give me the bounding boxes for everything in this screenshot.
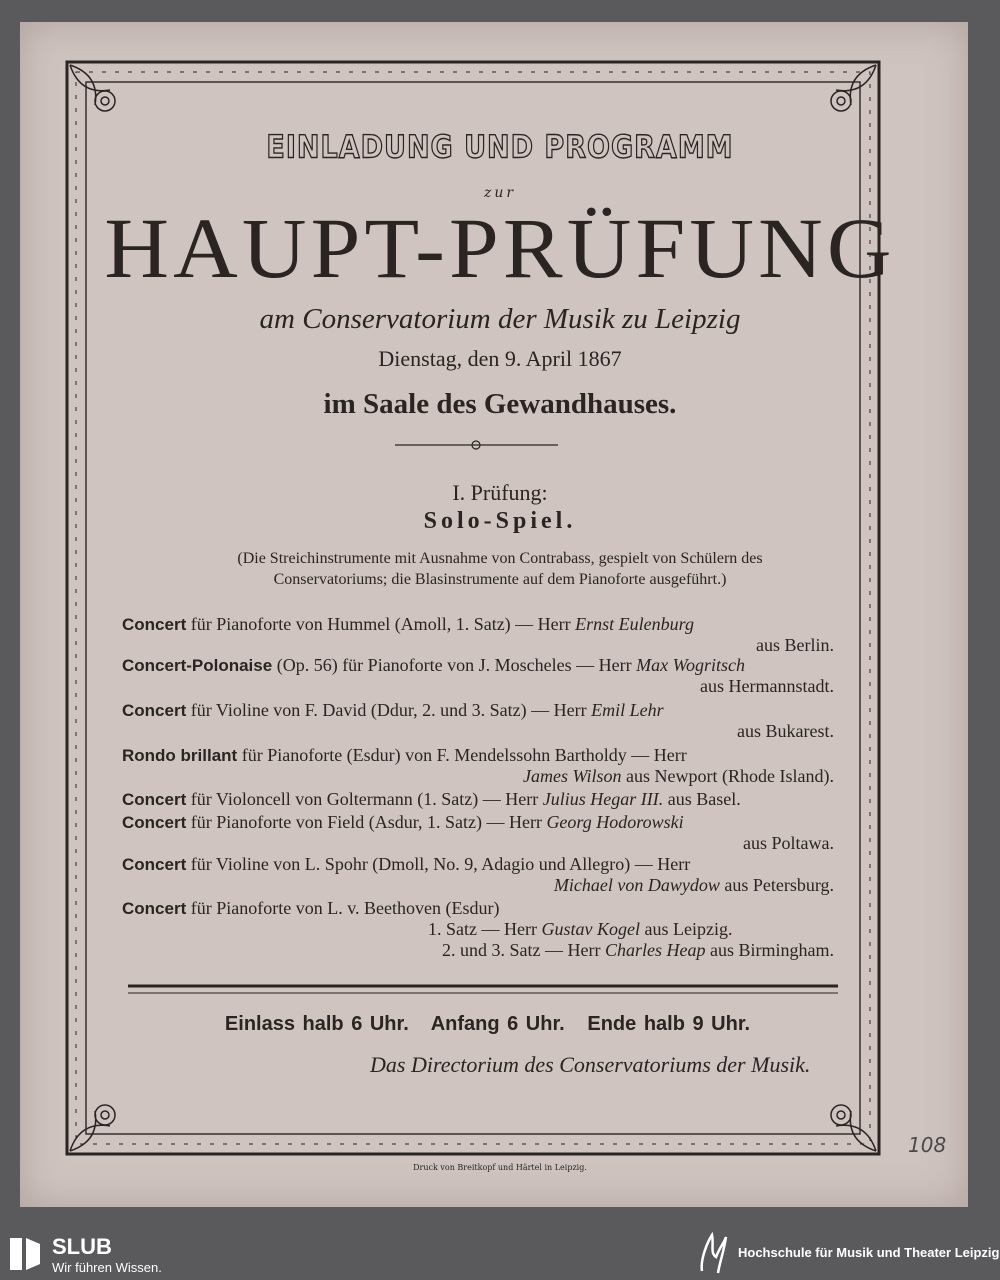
printer-credit: Druck von Breitkopf und Härtel in Leipzig. xyxy=(413,1163,587,1172)
program-item: Concert für Violoncell von Goltermann (1. Satz) — Herr Julius Hegar III. aus Basel. xyxy=(122,789,741,809)
program-item: Concert für Violine von F. David (Ddur, 2. und 3. Satz) — Herr Emil Lehr aus Bukarest. xyxy=(122,700,834,741)
page-title: HAUPT-PRÜFUNG xyxy=(104,200,896,296)
performer-origin: aus Poltawa. xyxy=(743,833,834,853)
performer-name: Georg Hodorowski xyxy=(546,812,684,832)
performer-name: Max Wogritsch xyxy=(636,655,745,675)
program-item: Concert für Pianoforte von Hummel (Amoll, 1. Satz) — Herr Ernst Eulenburg aus Berlin. xyxy=(122,614,834,655)
performer-name: Gustav Kogel xyxy=(541,919,640,939)
performer-origin: aus Petersburg. xyxy=(724,875,834,895)
section-number: I. Prüfung: xyxy=(452,480,548,505)
program-item: Concert für Pianoforte von L. v. Beethoven (Esdur) 1. Satz — Herr Gustav Kogel aus Leipzig. 2. und 3. Satz — Herr Charles Heap aus Birmingham. xyxy=(122,898,834,960)
performer-name: Michael von Dawydow xyxy=(553,875,720,895)
note-line: Conservatoriums; die Blasinstrumente auf dem Pianoforte ausgeführt.) xyxy=(273,571,727,588)
performer-origin: aus Bukarest. xyxy=(737,721,834,741)
slub-name: SLUB xyxy=(52,1234,112,1259)
program-item: Concert für Violine von L. Spohr (Dmoll, No. 9, Adagio und Allegro) — Herr Michael von Dawydow aus Petersburg. xyxy=(122,854,834,895)
section-title: Solo-Spiel. xyxy=(423,508,577,534)
library-footer xyxy=(0,1228,1000,1280)
performer-name: Emil Lehr xyxy=(591,700,664,720)
performer-origin: aus Hermannstadt. xyxy=(700,676,834,696)
instrument-note xyxy=(0,548,1000,590)
event-date: Dienstag, den 9. April 1867 xyxy=(378,346,622,371)
slub-tagline: Wir führen Wissen. xyxy=(52,1260,162,1275)
institution-line: am Conservatorium der Musik zu Leipzig xyxy=(259,303,741,335)
performer-name: Charles Heap xyxy=(605,940,706,960)
performer-origin: aus Newport (Rhode Island). xyxy=(626,766,834,786)
performer-name: Ernst Eulenburg xyxy=(575,614,694,634)
slub-logo-icon xyxy=(8,1236,42,1272)
invitation-header: EINLADUNG UND PROGRAMM xyxy=(266,129,734,166)
event-venue: im Saale des Gewandhauses. xyxy=(323,388,677,420)
performer-name: James Wilson xyxy=(523,766,622,786)
folio-number: 108 xyxy=(908,1133,947,1157)
hmt-logo-icon xyxy=(694,1231,730,1277)
zur-text: zur xyxy=(483,185,517,201)
note-line: (Die Streichinstrumente mit Ausnahme von Contrabass, gespielt von Schülern des xyxy=(237,550,763,567)
event-times: Einlass halb 6 Uhr. Anfang 6 Uhr. Ende halb 9 Uhr. xyxy=(224,1013,751,1035)
performer-origin: aus Basel. xyxy=(667,789,741,809)
performer-origin: aus Berlin. xyxy=(756,635,834,655)
program-item: Concert für Pianoforte von Field (Asdur, 1. Satz) — Herr Georg Hodorowski aus Poltawa. xyxy=(122,812,834,853)
program-item: Rondo brillant für Pianoforte (Esdur) von F. Mendelssohn Bartholdy — Herr James Wilson aus Newport (Rhode Island). xyxy=(122,745,834,786)
performer-name: Julius Hegar III. xyxy=(542,789,664,809)
program-item: Concert-Polonaise (Op. 56) für Pianoforte von J. Moscheles — Herr Max Wogritsch aus Hermannstadt. xyxy=(122,655,834,696)
hmt-name: Hochschule für Musik und Theater Leipzig xyxy=(738,1245,1000,1260)
signature-line: Das Directorium des Conservatoriums der Musik. xyxy=(370,1052,811,1077)
